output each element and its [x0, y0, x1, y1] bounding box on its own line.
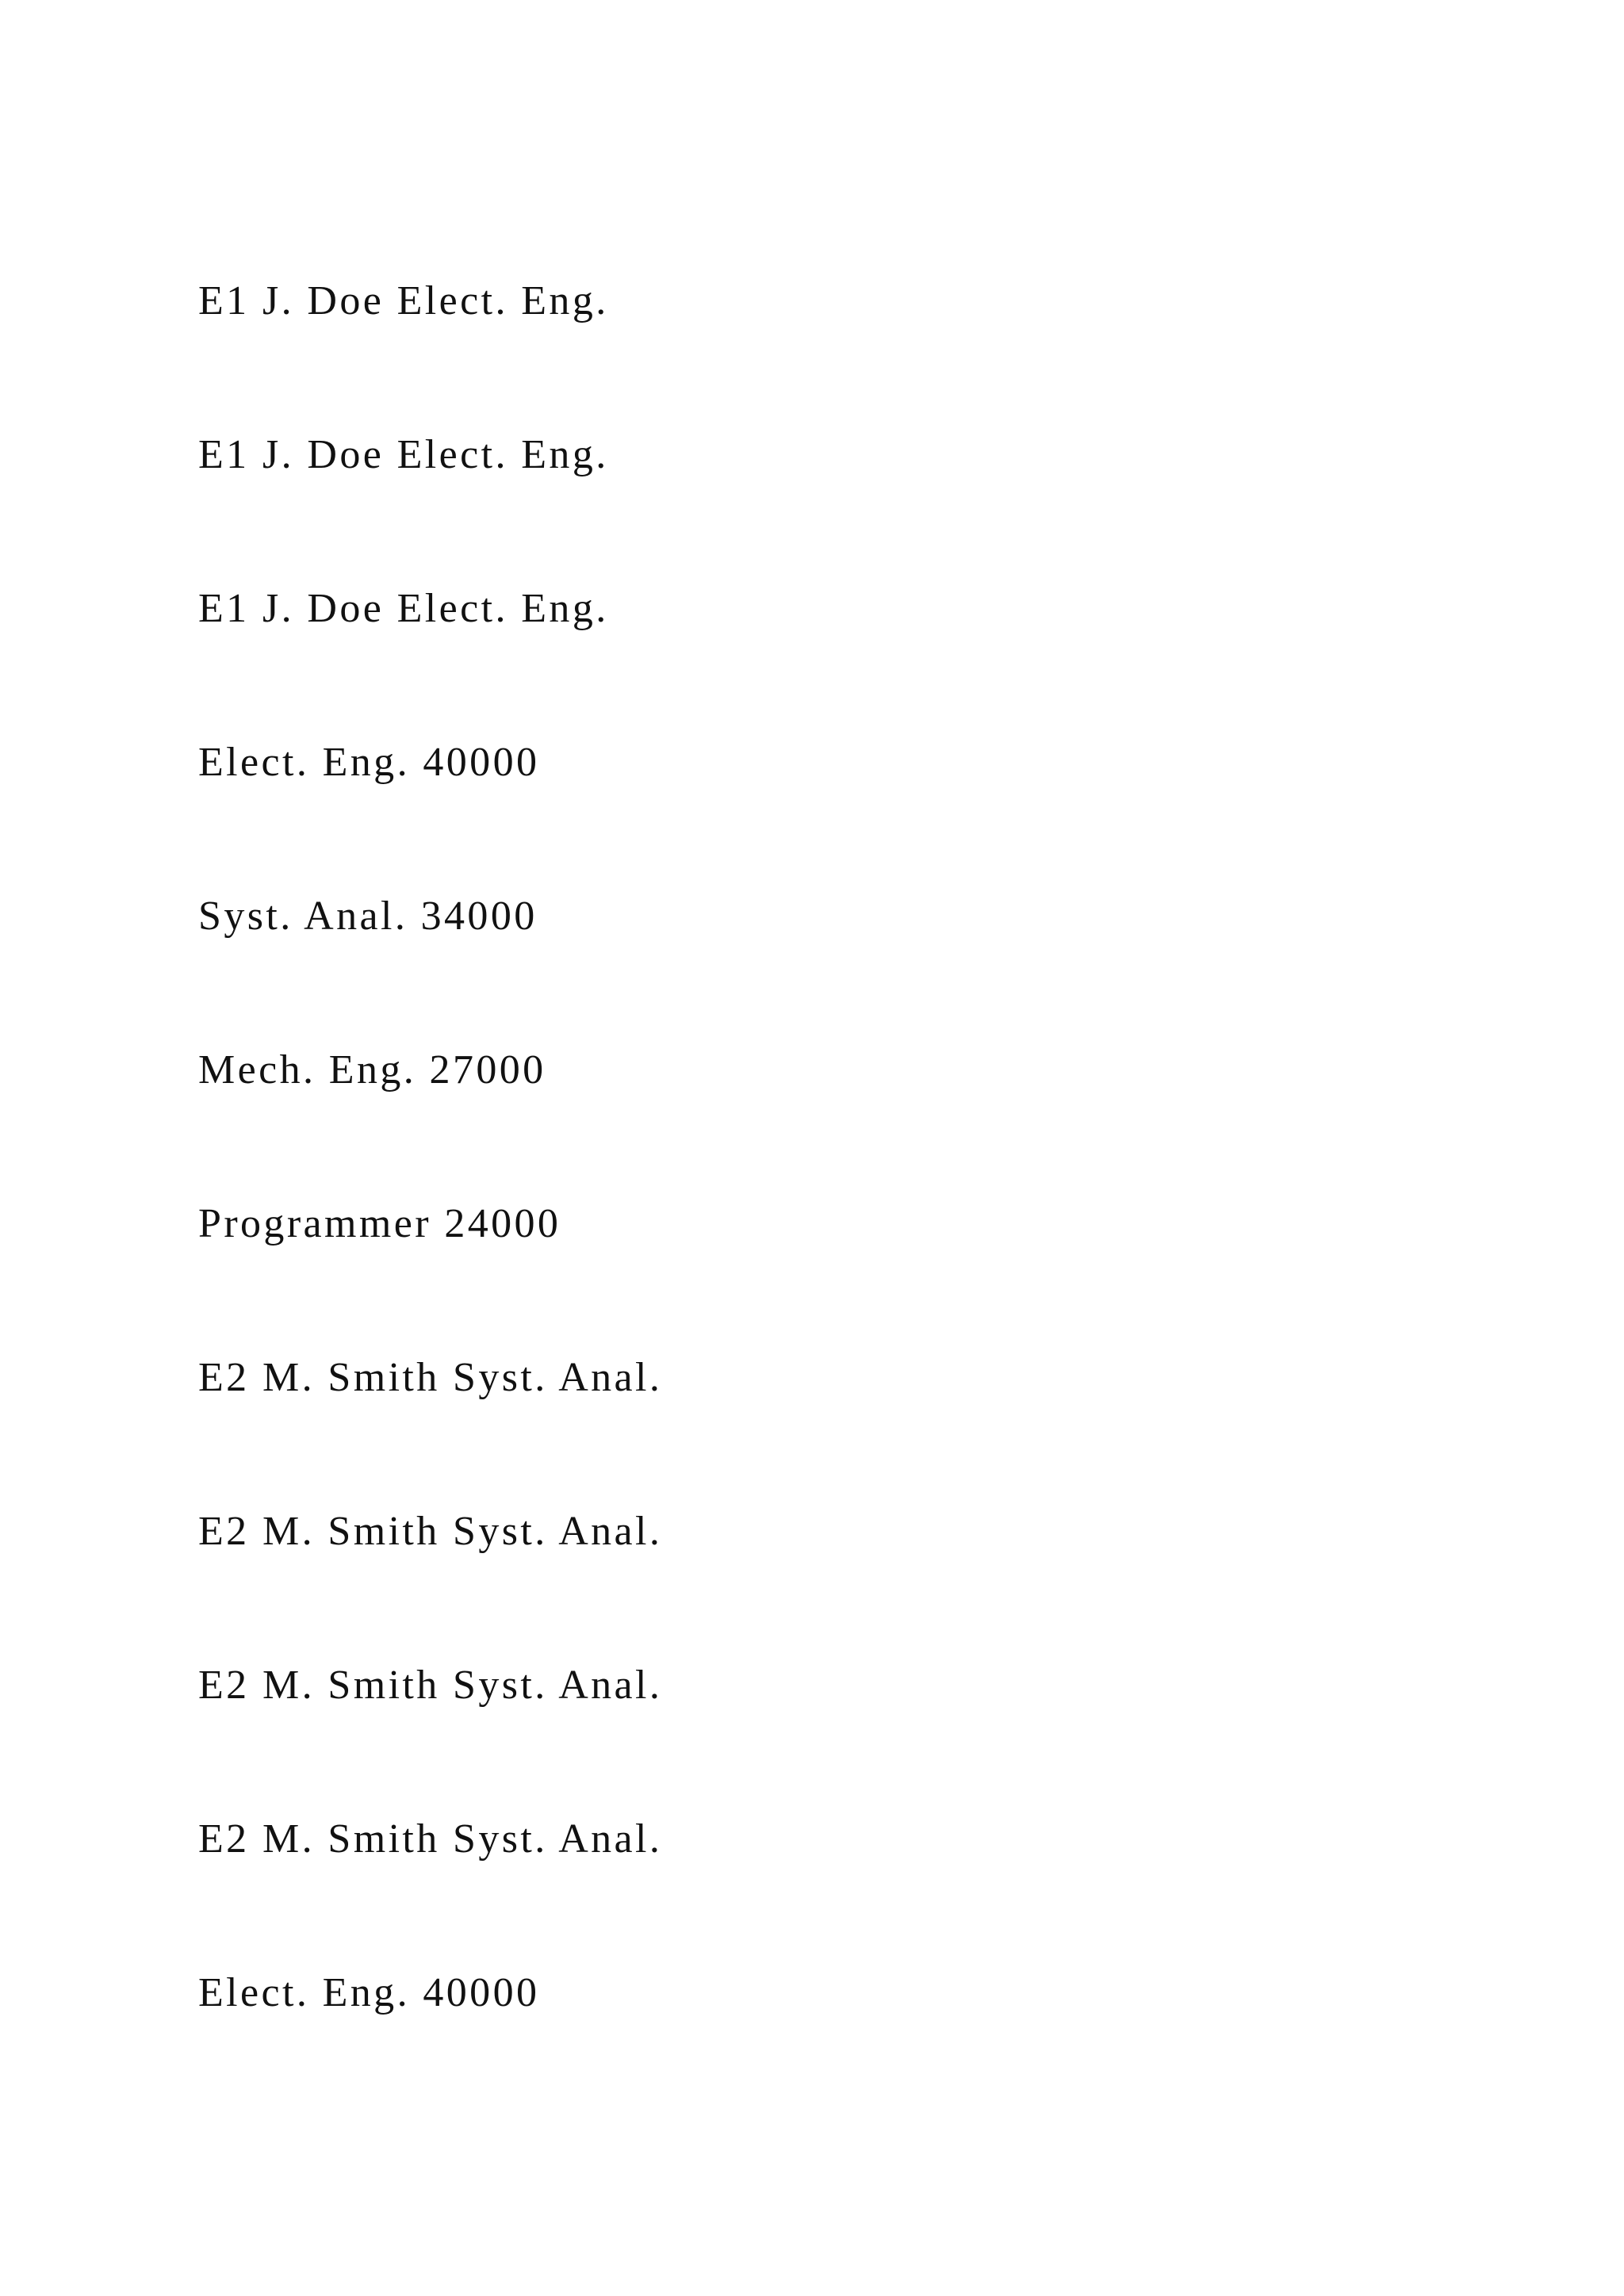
- text-line: E2 M. Smith Syst. Anal.: [198, 1816, 663, 1862]
- text-line: E2 M. Smith Syst. Anal.: [198, 1355, 663, 1400]
- text-line: Mech. Eng. 27000: [198, 1047, 546, 1093]
- text-line: Programmer 24000: [198, 1201, 561, 1246]
- text-line: E2 M. Smith Syst. Anal.: [198, 1509, 663, 1554]
- text-line: E2 M. Smith Syst. Anal.: [198, 1663, 663, 1708]
- text-line: Syst. Anal. 34000: [198, 894, 538, 939]
- text-line: E1 J. Doe Elect. Eng.: [198, 586, 609, 631]
- text-line: E1 J. Doe Elect. Eng.: [198, 278, 609, 323]
- text-line: E1 J. Doe Elect. Eng.: [198, 432, 609, 477]
- text-line: Elect. Eng. 40000: [198, 1970, 540, 2015]
- text-line-list: [198, 270, 662, 2115]
- text-line: Elect. Eng. 40000: [198, 740, 540, 785]
